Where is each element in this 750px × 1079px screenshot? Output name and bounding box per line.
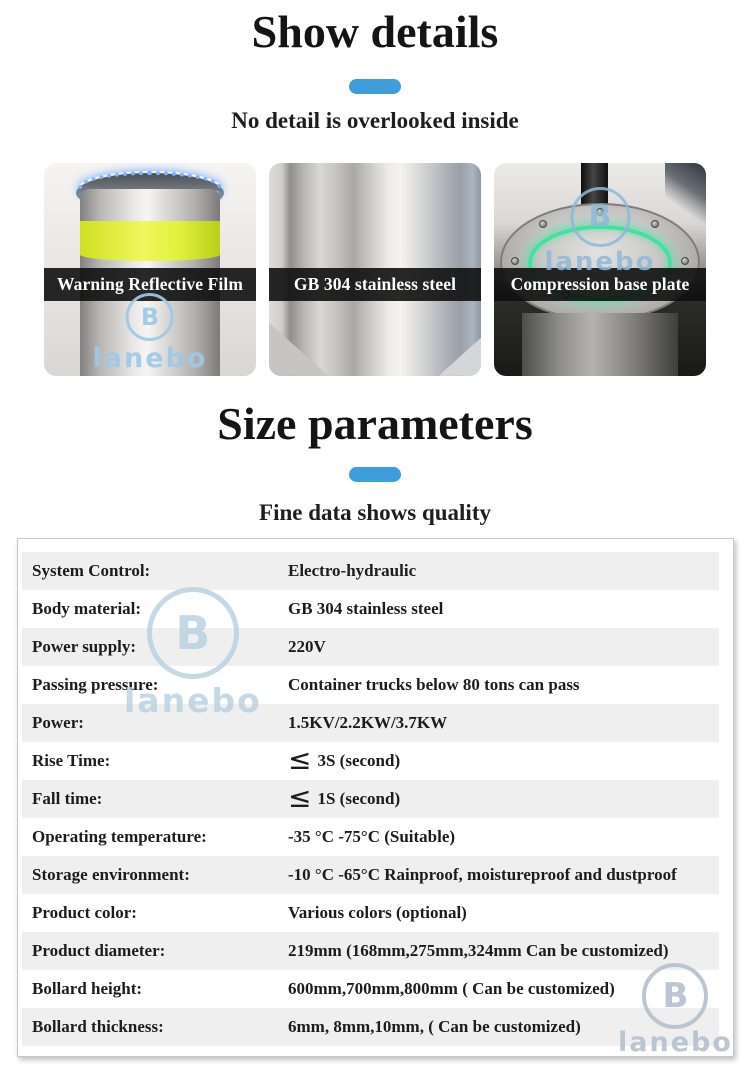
photo-warning-reflective-film <box>44 163 256 376</box>
spec-row-power <box>22 704 719 742</box>
floor-shadow-right <box>439 338 481 376</box>
spec-label: Storage environment: <box>32 865 190 885</box>
size-section-title: Size parameters <box>217 397 533 449</box>
lanebo-watermark-text: lanebo <box>92 342 208 374</box>
spec-value: 220V <box>288 637 326 657</box>
spec-value-text: 1S (second) <box>317 789 401 809</box>
screw-icon <box>511 257 519 265</box>
spec-value: Electro-hydraulic <box>288 561 417 581</box>
spec-value <box>288 780 401 814</box>
spec-rows <box>22 552 719 1046</box>
spec-row-bollard-thickness <box>22 1008 719 1046</box>
reflective-film-band <box>80 221 220 261</box>
spec-row-fall-time <box>22 780 719 818</box>
spec-row-power-supply <box>22 628 719 666</box>
spec-label: Product diameter: <box>32 941 166 961</box>
spec-label: Bollard thickness: <box>32 1017 164 1037</box>
spec-value-text: 3S (second) <box>317 751 401 771</box>
spec-value: 600mm,700mm,800mm ( Can be customized) <box>288 979 615 999</box>
photo-caption: Compression base plate <box>494 268 706 301</box>
spec-value: 6mm, 8mm,10mm, ( Can be customized) <box>288 1017 581 1037</box>
lanebo-logo-icon: B <box>126 293 174 341</box>
spec-value: Container trucks below 80 tons can pass <box>288 675 580 695</box>
floor-shadow-left <box>269 308 328 376</box>
spec-label: Bollard height: <box>32 979 143 999</box>
details-section-subtitle: No detail is overlooked inside <box>231 107 519 133</box>
spec-value: 219mm (168mm,275mm,324mm Can be customized) <box>288 941 669 961</box>
spec-value: -35 °C -75°C (Suitable) <box>288 827 456 847</box>
spec-row-rise-time <box>22 742 719 780</box>
product-image-gallery <box>0 163 750 376</box>
lanebo-watermark-text: lanebo <box>544 246 656 277</box>
spec-label: Rise Time: <box>32 751 111 771</box>
lanebo-watermark-text: lanebo <box>618 1026 733 1058</box>
details-section-title: Show details <box>251 6 499 57</box>
spec-value: Various colors (optional) <box>288 903 467 923</box>
spec-row-body-material <box>22 590 719 628</box>
spec-row-system-control <box>22 552 719 590</box>
spec-row-product-color <box>22 894 719 932</box>
spec-label: Power supply: <box>32 637 137 657</box>
spec-value: 1.5KV/2.2KW/3.7KW <box>288 713 448 733</box>
spec-value <box>288 742 401 776</box>
section-divider-pill <box>349 79 401 94</box>
spec-value: GB 304 stainless steel <box>288 599 444 619</box>
photo-caption: Warning Reflective Film <box>44 268 256 301</box>
size-section-subtitle: Fine data shows quality <box>259 499 491 525</box>
spec-row-passing-pressure <box>22 666 719 704</box>
spec-label: Power: <box>32 713 84 733</box>
spec-value: -10 °C -65°C Rainproof, moistureproof and dustproof <box>288 865 677 885</box>
section-divider-pill <box>349 467 401 482</box>
photo-compression-base-plate <box>494 163 706 376</box>
spec-label: Fall time: <box>32 789 103 809</box>
spec-row-operating-temperature <box>22 818 719 856</box>
spec-row-product-diameter <box>22 932 719 970</box>
lanebo-logo-icon: B <box>642 963 708 1029</box>
spec-label: Body material: <box>32 599 142 619</box>
screw-icon <box>596 208 604 216</box>
less-equal-symbol: ≤ <box>288 742 312 776</box>
spec-row-bollard-height <box>22 970 719 1008</box>
spec-label: Operating temperature: <box>32 827 207 847</box>
spec-label: System Control: <box>32 561 151 581</box>
spec-row-storage-environment <box>22 856 719 894</box>
lanebo-logo-icon: B <box>147 587 239 679</box>
spec-table <box>17 538 734 1057</box>
base-cylinder-body <box>522 313 679 376</box>
lanebo-watermark-text: lanebo <box>124 680 262 720</box>
photo-stainless-steel <box>269 163 481 376</box>
photo-caption: GB 304 stainless steel <box>269 268 481 301</box>
screw-icon <box>539 220 547 228</box>
corner-equipment <box>665 163 706 229</box>
lanebo-logo-icon: B <box>570 187 630 247</box>
spec-label: Passing pressure: <box>32 675 159 695</box>
spec-label: Product color: <box>32 903 137 923</box>
less-equal-symbol: ≤ <box>288 780 312 814</box>
screw-icon <box>681 257 689 265</box>
